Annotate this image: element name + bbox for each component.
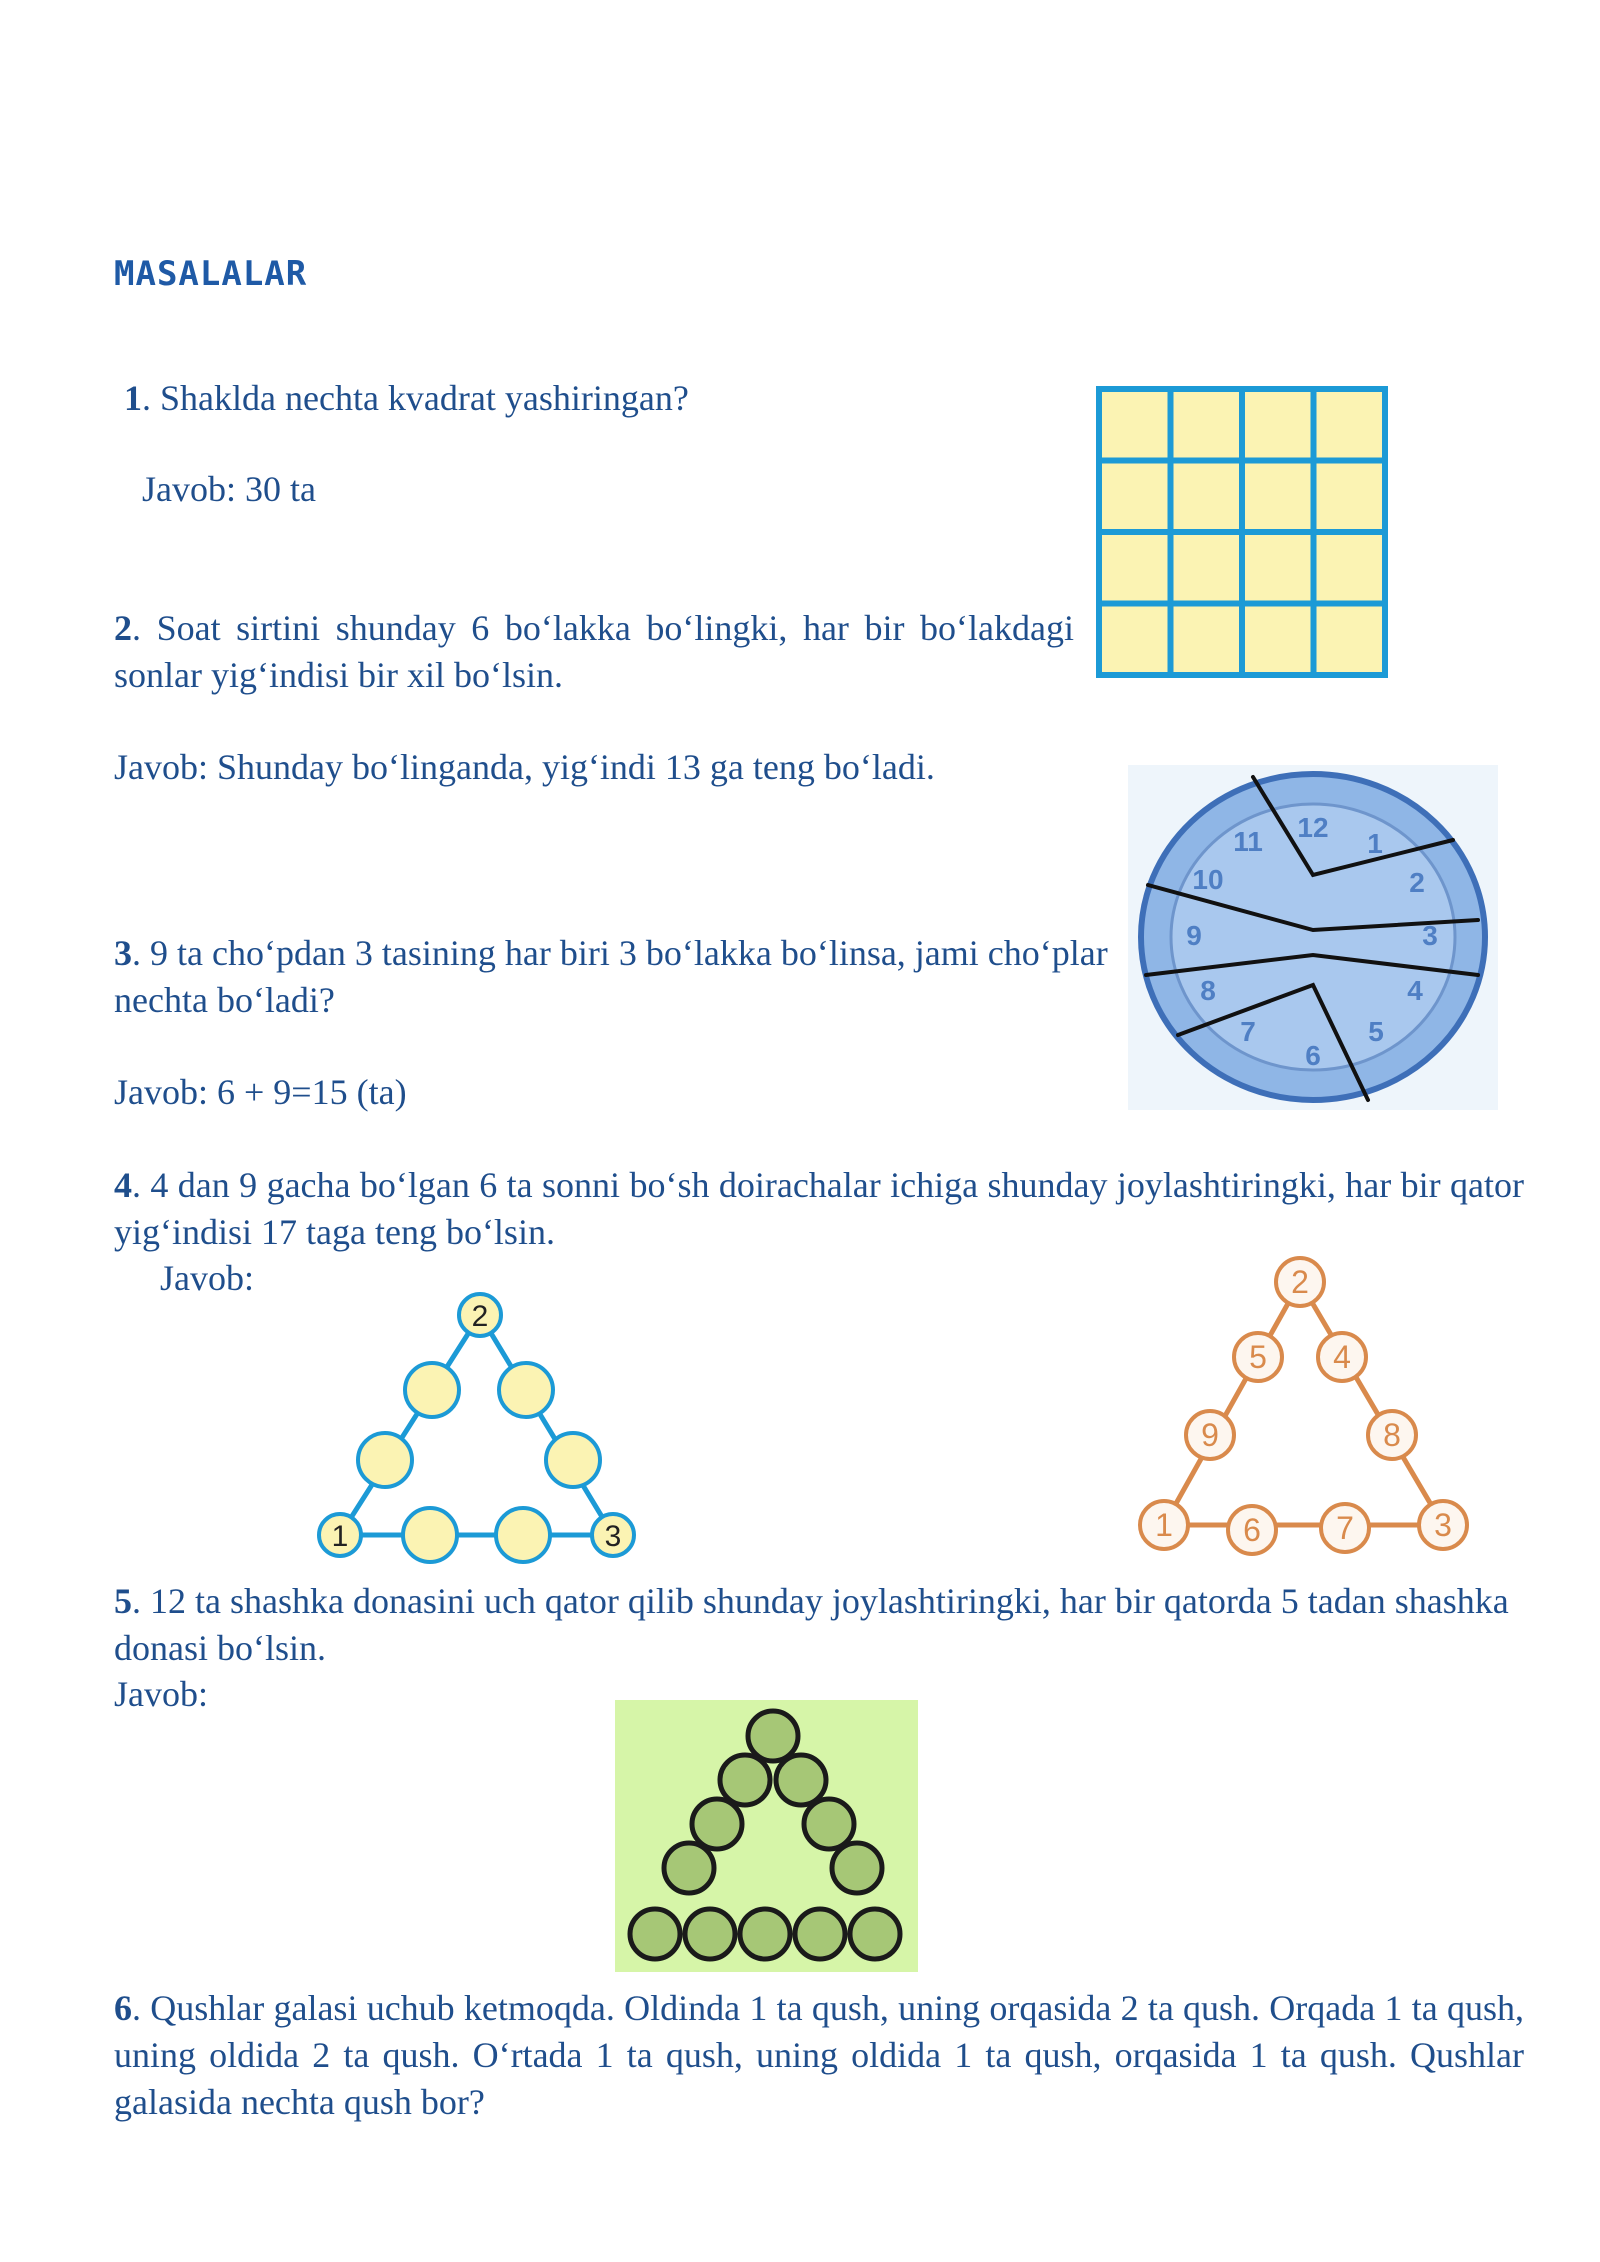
problem-5-text: . 12 ta shashka donasini uch qator qilib shunday joylashtiringki, har bir qatorda 5 tadan shashka donasi bo‘lsin. [114, 1581, 1509, 1668]
problem-3-number: 3 [114, 933, 132, 973]
problem-2-number: 2 [114, 608, 132, 648]
square-grid-figure [1095, 385, 1390, 680]
problem-4-text: . 4 dan 9 gacha bo‘lgan 6 ta sonni bo‘sh doirachalar ichiga shunday joylashtiringki, har bir qator yig‘indisi 17 taga teng bo‘lsin. [114, 1165, 1524, 1252]
checker-piece [832, 1843, 882, 1893]
blank-circle [358, 1433, 412, 1487]
blank-label-top: 2 [471, 1300, 489, 1333]
problem-5-number: 5 [114, 1581, 132, 1621]
checker-piece [795, 1909, 845, 1959]
blank-circle [546, 1433, 600, 1487]
blank-circle [496, 1508, 550, 1562]
problem-1-number: 1 [124, 378, 142, 418]
solved-label: 3 [1434, 1507, 1452, 1543]
checker-piece [850, 1909, 900, 1959]
blank-number-triangle [300, 1275, 650, 1575]
problem-5-answer-label: Javob: [114, 1674, 208, 1714]
clock-number-2: 2 [1409, 867, 1425, 898]
problem-6-number: 6 [114, 1988, 132, 2028]
clock-number-11: 11 [1233, 826, 1263, 857]
solved-label: 6 [1243, 1512, 1261, 1548]
solved-label: 1 [1155, 1507, 1173, 1543]
solved-label: 9 [1201, 1417, 1219, 1453]
solved-label: 2 [1291, 1264, 1309, 1300]
blank-circle [499, 1363, 553, 1417]
solved-label: 7 [1336, 1510, 1354, 1546]
problem-5-question [114, 1578, 1534, 1672]
problem-1-text: . Shaklda nechta kvadrat yashiringan? [142, 378, 689, 418]
checker-piece [685, 1909, 735, 1959]
checkers-triangle-figure [615, 1700, 918, 1972]
solved-label: 8 [1383, 1417, 1401, 1453]
problem-3-question [114, 930, 1124, 1024]
clock-number-9: 9 [1186, 920, 1202, 951]
clock-number-1: 1 [1367, 828, 1383, 859]
problem-1-question [124, 375, 1044, 422]
problem-1-answer: Javob: 30 ta [142, 469, 316, 509]
solved-number-triangle [1120, 1250, 1490, 1565]
clock-number-10: 10 [1192, 864, 1224, 895]
problem-3-text: . 9 ta cho‘pdan 3 tasining har biri 3 bo‘lakka bo‘linsa, jami cho‘plar nechta bo‘ladi? [114, 933, 1108, 1020]
problem-2-text: . Soat sirtini shunday 6 bo‘lakka bo‘lingki, har bir bo‘lakdagi sonlar yig‘indisi bir xil bo‘lsin. [114, 608, 1074, 695]
clock-number-12: 12 [1297, 812, 1329, 843]
clock-figure [1128, 765, 1498, 1110]
problem-2-answer: Javob: Shunday bo‘linganda, yig‘indi 13 ga teng bo‘ladi. [114, 747, 935, 787]
checker-piece [776, 1755, 826, 1805]
problem-4-question [114, 1162, 1524, 1256]
solved-label: 5 [1249, 1339, 1267, 1375]
checker-piece [748, 1711, 798, 1761]
checker-piece [630, 1909, 680, 1959]
blank-circle [403, 1508, 457, 1562]
clock-number-8: 8 [1200, 975, 1216, 1006]
clock-number-3: 3 [1422, 920, 1438, 951]
problem-6-text: . Qushlar galasi uchub ketmoqda. Oldinda 1 ta qush, uning orqasida 2 ta qush. Orqada 1 ta qush, uning oldida 2 ta qush. O‘rtada 1 ta qush, uning oldida 1 ta qush, orqasida 1 ta qush. Qushlar galasida nechta qush bor? [114, 1988, 1524, 2122]
clock-number-6: 6 [1305, 1040, 1321, 1071]
clock-number-4: 4 [1407, 975, 1423, 1006]
checker-piece [692, 1799, 742, 1849]
clock-number-5: 5 [1368, 1016, 1384, 1047]
solved-label: 4 [1333, 1339, 1351, 1375]
checker-piece [740, 1909, 790, 1959]
blank-circle [405, 1363, 459, 1417]
problem-6-question [114, 1985, 1524, 2126]
blank-label-left: 1 [331, 1520, 349, 1553]
checker-piece [664, 1843, 714, 1893]
clock-number-7: 7 [1240, 1016, 1256, 1047]
checker-piece [804, 1799, 854, 1849]
problem-4-answer-label: Javob: [160, 1258, 254, 1298]
problem-2-question [114, 605, 1074, 699]
problem-3-answer: Javob: 6 + 9=15 (ta) [114, 1072, 407, 1112]
checker-piece [720, 1755, 770, 1805]
blank-label-right: 3 [604, 1520, 622, 1553]
problem-4-number: 4 [114, 1165, 132, 1205]
page-heading: MASALALAR [114, 254, 308, 294]
